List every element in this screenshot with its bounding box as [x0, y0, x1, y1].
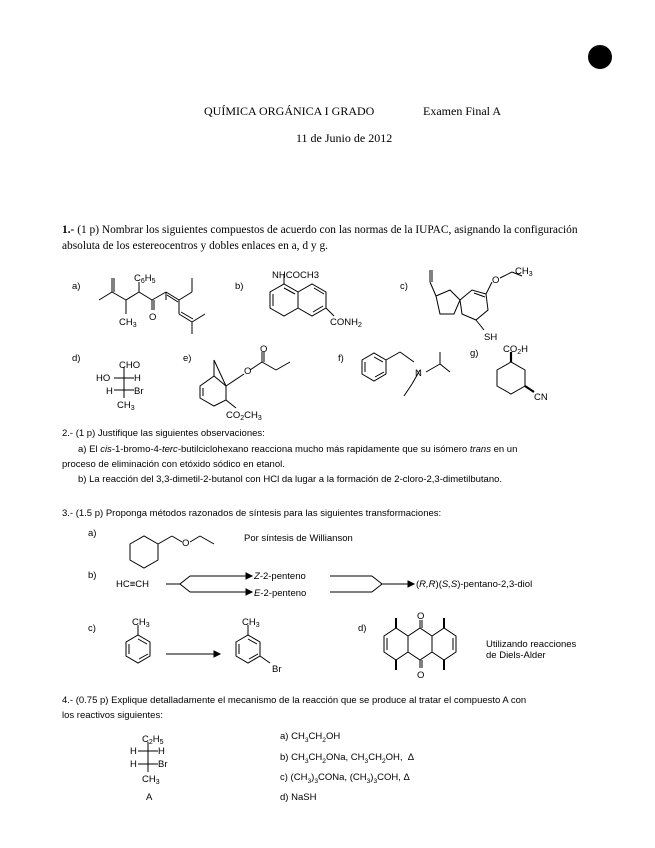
compound-a-fischer [138, 742, 158, 772]
q1-label-a: a) [72, 281, 81, 292]
exam-version: Examen Final A [423, 104, 501, 118]
e-oxygen-ester: O [244, 366, 252, 377]
a-label: A [146, 792, 153, 803]
q3-head: 3.- (1.5 p) Proponga métodos razonados de síntesis para las siguientes transformaciones: [62, 508, 442, 519]
q2-head: 2.- (1 p) Justifique las siguientes observaciones: [62, 428, 265, 439]
q3d-oxygen-bottom: O [417, 670, 425, 681]
a-h-left1: H [130, 746, 137, 757]
reagent-a: a) $CH_3CH_2OH$ [280, 731, 341, 744]
a-h-left2: H [130, 759, 137, 770]
q2-a-line1: a) El cis-1-bromo-4-terc-butilciclohexano reacciona mucho más rapidamente que su isómero trans en un [78, 444, 518, 455]
g-co2h: $CO_2H$ [503, 344, 529, 356]
reagent-b: b) $CH_3CH_2ONa$, $CH_3CH_2OH$, Δ [280, 752, 415, 765]
a-sub-c6h5: $C_6H_5$ [134, 273, 156, 285]
d-ho: HO [96, 373, 111, 384]
c-sub-ch3: $CH_3$ [515, 266, 533, 278]
q3b-z: Z-2-penteno [254, 571, 306, 582]
reagent-c: c) $(CH_3)_3CONa$, $(CH_3)_3COH$, Δ [280, 772, 410, 785]
q2-a-line2: proceso de eliminación con etóxido sódico en etanol. [62, 459, 285, 470]
q4-head1: 4.- (0.75 p) Explique detalladamente el mecanismo de la reacción que se produce al tratar el compuesto A con [62, 695, 527, 706]
a-br: Br [158, 759, 168, 770]
reagent-d: d) NaSH [280, 792, 317, 803]
q1-label-f: f) [338, 353, 344, 364]
q1-label-c: c) [400, 281, 408, 292]
q3-label-b: b) [88, 570, 97, 581]
q1-label-b: b) [235, 281, 244, 292]
exam-title: QUÍMICA ORGÁNICA I GRADO [204, 104, 375, 118]
q3d-text2: de Diels-Alder [486, 650, 546, 661]
q1-line1: 1.- (1 p) Nombrar los siguientes compuestos de acuerdo con las normas de la IUPAC, asignando la configuración [62, 224, 578, 236]
q3c-ch3-b: $CH_3$ [242, 617, 260, 629]
q3a-oxygen: O [182, 538, 190, 549]
q1-label-g: g) [470, 348, 479, 359]
q1-label-d: d) [72, 353, 81, 364]
exam-date: 11 de Junio de 2012 [296, 131, 393, 145]
q3a-text: Por síntesis de Willianson [244, 533, 353, 544]
a-oxygen: O [149, 312, 157, 323]
q3b-acetylene: HC≡CH [116, 579, 149, 590]
a-ch3: $CH_3$ [142, 774, 160, 786]
d-h2: H [106, 386, 113, 397]
q3b-product: (R,R)(S,S)-pentano-2,3-diol [416, 579, 533, 590]
q3c-br: Br [272, 664, 282, 675]
e-oxygen-carbonyl: O [260, 344, 268, 355]
d-br: Br [134, 386, 144, 397]
d-ch3: $CH_3$ [117, 400, 135, 412]
q1-line2: absoluta de los estereocentros y dobles enlaces en a, d y g. [62, 240, 329, 252]
c-sub-sh: SH [484, 332, 498, 343]
a-sub-ch3: $CH_3$ [119, 317, 137, 329]
q3-label-a: a) [88, 528, 97, 539]
g-cn: CN [534, 392, 548, 403]
q3d-oxygen-top: O [417, 611, 425, 622]
q3d-text1: Utilizando reacciones [486, 639, 577, 650]
a-h-right1: H [158, 746, 165, 757]
e-co2ch3: $CO_2CH_3$ [226, 410, 262, 422]
b-sub-nhcoch3: NHCOCH3 [272, 270, 319, 281]
q3-label-d: d) [358, 623, 367, 634]
q1-label-e: e) [183, 353, 192, 364]
q3c-ch3-a: $CH_3$ [132, 617, 150, 629]
a-c2h5: $C_2H_5$ [142, 734, 164, 746]
q3b-e: E-2-penteno [254, 588, 307, 599]
f-nitrogen: N [415, 368, 422, 379]
q4-head2: los reactivos siguientes: [62, 710, 163, 721]
d-h1: H [134, 373, 141, 384]
c-oxygen: O [492, 275, 500, 286]
d-cho: CHO [119, 360, 141, 371]
q3-label-c: c) [88, 623, 96, 634]
b-sub-conh2: $CONH_2$ [330, 317, 362, 329]
q2-b: b) La reacción del 3,3-dimetil-2-butanol con HCl da lugar a la formación de 2-cloro-2,3-dimetilbutano. [78, 474, 503, 485]
